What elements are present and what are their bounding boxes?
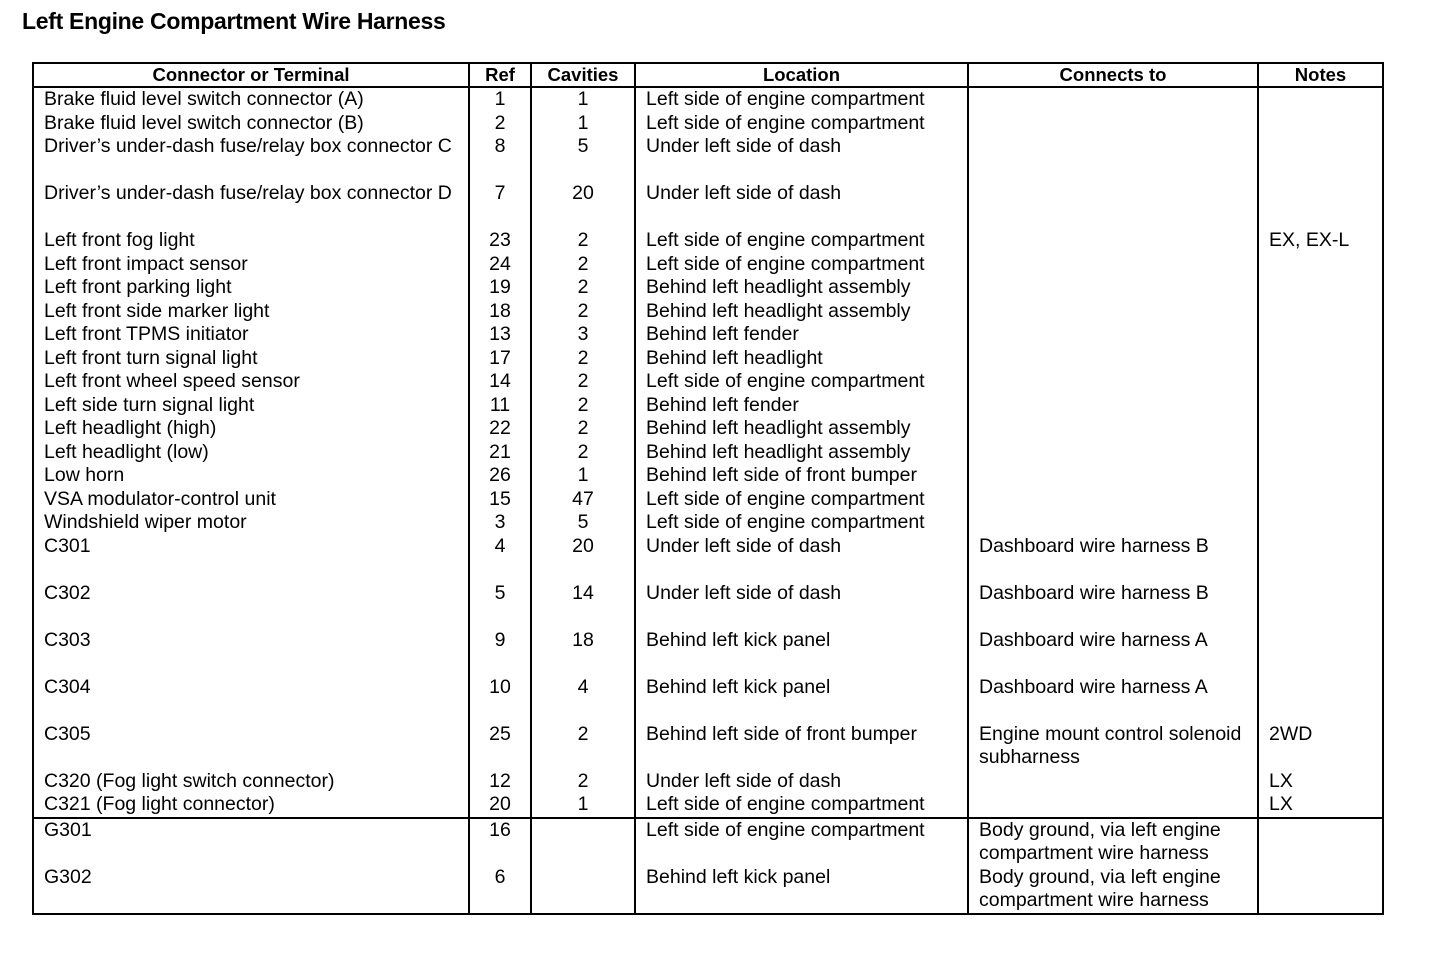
table-row xyxy=(33,793,1383,818)
cell-cavities: 4 xyxy=(531,676,635,723)
table-row xyxy=(33,394,1383,418)
cell-location: Left side of engine compartment xyxy=(635,87,968,112)
header-notes: Notes xyxy=(1258,63,1383,87)
cell-connector: Left headlight (low) xyxy=(33,441,469,465)
cell-location: Left side of engine compartment xyxy=(635,229,968,253)
cell-ref: 6 xyxy=(469,866,531,914)
cell-location: Left side of engine compartment xyxy=(635,793,968,818)
cell-notes xyxy=(1258,441,1383,465)
cell-location: Behind left side of front bumper xyxy=(635,464,968,488)
table-header xyxy=(33,63,1383,87)
cell-ref: 9 xyxy=(469,629,531,676)
cell-cavities: 2 xyxy=(531,300,635,324)
cell-location: Behind left side of front bumper xyxy=(635,723,968,770)
cell-connects-to: Dashboard wire harness B xyxy=(968,535,1258,582)
cell-location: Left side of engine compartment xyxy=(635,818,968,866)
cell-cavities: 2 xyxy=(531,276,635,300)
cell-connector: C305 xyxy=(33,723,469,770)
cell-connector: C320 (Fog light switch connector) xyxy=(33,770,469,794)
header-location: Location xyxy=(635,63,968,87)
cell-ref: 11 xyxy=(469,394,531,418)
cell-ref: 8 xyxy=(469,135,531,182)
table-row xyxy=(33,511,1383,535)
cell-cavities: 18 xyxy=(531,629,635,676)
cell-location: Left side of engine compartment xyxy=(635,112,968,136)
header-ref: Ref xyxy=(469,63,531,87)
cell-ref: 1 xyxy=(469,87,531,112)
table-row xyxy=(33,276,1383,300)
cell-cavities xyxy=(531,818,635,866)
cell-notes: EX, EX-L xyxy=(1258,229,1383,253)
cell-connector: Brake fluid level switch connector (B) xyxy=(33,112,469,136)
cell-ref: 26 xyxy=(469,464,531,488)
cell-location: Under left side of dash xyxy=(635,182,968,229)
table-row xyxy=(33,535,1383,582)
cell-notes: 2WD xyxy=(1258,723,1383,770)
cell-connector: C303 xyxy=(33,629,469,676)
cell-cavities: 20 xyxy=(531,535,635,582)
table-row xyxy=(33,676,1383,723)
cell-cavities xyxy=(531,866,635,914)
cell-connects-to xyxy=(968,488,1258,512)
cell-notes xyxy=(1258,300,1383,324)
cell-notes xyxy=(1258,417,1383,441)
table-row xyxy=(33,818,1383,866)
cell-connects-to xyxy=(968,770,1258,794)
cell-ref: 17 xyxy=(469,347,531,371)
table-row xyxy=(33,370,1383,394)
table-row xyxy=(33,866,1383,914)
cell-location: Behind left kick panel xyxy=(635,676,968,723)
cell-notes xyxy=(1258,676,1383,723)
cell-notes xyxy=(1258,488,1383,512)
cell-notes xyxy=(1258,135,1383,182)
cell-cavities: 1 xyxy=(531,793,635,818)
cell-connector: G301 xyxy=(33,818,469,866)
cell-connector: Brake fluid level switch connector (A) xyxy=(33,87,469,112)
cell-notes xyxy=(1258,112,1383,136)
cell-cavities: 1 xyxy=(531,464,635,488)
cell-cavities: 3 xyxy=(531,323,635,347)
table-row xyxy=(33,723,1383,770)
cell-ref: 3 xyxy=(469,511,531,535)
cell-location: Under left side of dash xyxy=(635,582,968,629)
cell-cavities: 1 xyxy=(531,112,635,136)
page-title: Left Engine Compartment Wire Harness xyxy=(22,8,446,34)
table-row xyxy=(33,112,1383,136)
cell-cavities: 5 xyxy=(531,135,635,182)
cell-connects-to xyxy=(968,394,1258,418)
cell-ref: 19 xyxy=(469,276,531,300)
cell-connector: Left front TPMS initiator xyxy=(33,323,469,347)
cell-ref: 2 xyxy=(469,112,531,136)
table-row xyxy=(33,253,1383,277)
header-connects-to: Connects to xyxy=(968,63,1258,87)
cell-notes xyxy=(1258,182,1383,229)
cell-notes xyxy=(1258,582,1383,629)
cell-ref: 4 xyxy=(469,535,531,582)
cell-connects-to xyxy=(968,253,1258,277)
cell-location: Behind left headlight assembly xyxy=(635,300,968,324)
cell-connector: G302 xyxy=(33,866,469,914)
table-row xyxy=(33,347,1383,371)
cell-connector: Left front side marker light xyxy=(33,300,469,324)
cell-connector: Left front wheel speed sensor xyxy=(33,370,469,394)
cell-location: Behind left fender xyxy=(635,323,968,347)
cell-connector: Left front impact sensor xyxy=(33,253,469,277)
cell-cavities: 2 xyxy=(531,723,635,770)
cell-connector: Left front turn signal light xyxy=(33,347,469,371)
cell-ref: 5 xyxy=(469,582,531,629)
cell-connects-to xyxy=(968,417,1258,441)
cell-location: Left side of engine compartment xyxy=(635,488,968,512)
cell-notes xyxy=(1258,394,1383,418)
cell-connects-to xyxy=(968,441,1258,465)
cell-cavities: 1 xyxy=(531,87,635,112)
cell-connector: C304 xyxy=(33,676,469,723)
cell-cavities: 2 xyxy=(531,417,635,441)
cell-connects-to xyxy=(968,511,1258,535)
cell-connects-to xyxy=(968,793,1258,818)
cell-connects-to xyxy=(968,323,1258,347)
cell-ref: 7 xyxy=(469,182,531,229)
cell-connects-to xyxy=(968,135,1258,182)
cell-connects-to xyxy=(968,276,1258,300)
cell-connector: Left front parking light xyxy=(33,276,469,300)
cell-ref: 24 xyxy=(469,253,531,277)
cell-connects-to xyxy=(968,112,1258,136)
cell-notes xyxy=(1258,370,1383,394)
cell-location: Behind left headlight assembly xyxy=(635,276,968,300)
cell-notes xyxy=(1258,464,1383,488)
cell-cavities: 2 xyxy=(531,770,635,794)
cell-cavities: 47 xyxy=(531,488,635,512)
cell-location: Left side of engine compartment xyxy=(635,370,968,394)
cell-connects-to xyxy=(968,370,1258,394)
table-row xyxy=(33,770,1383,794)
table-row xyxy=(33,300,1383,324)
cell-ref: 15 xyxy=(469,488,531,512)
table-row xyxy=(33,464,1383,488)
table-row xyxy=(33,582,1383,629)
cell-ref: 25 xyxy=(469,723,531,770)
cell-notes xyxy=(1258,347,1383,371)
cell-cavities: 2 xyxy=(531,394,635,418)
cell-connects-to: Body ground, via left engine compartment wire harness xyxy=(968,818,1258,866)
cell-connector: Left headlight (high) xyxy=(33,417,469,441)
cell-ref: 10 xyxy=(469,676,531,723)
header-cavities: Cavities xyxy=(531,63,635,87)
cell-location: Behind left kick panel xyxy=(635,866,968,914)
cell-location: Under left side of dash xyxy=(635,135,968,182)
cell-connects-to xyxy=(968,87,1258,112)
cell-notes: LX xyxy=(1258,770,1383,794)
cell-cavities: 2 xyxy=(531,229,635,253)
cell-connector: C302 xyxy=(33,582,469,629)
cell-connects-to: Dashboard wire harness A xyxy=(968,629,1258,676)
table-row xyxy=(33,182,1383,229)
cell-connector: C301 xyxy=(33,535,469,582)
table-row xyxy=(33,135,1383,182)
cell-connects-to xyxy=(968,347,1258,371)
cell-connector: Driver’s under-dash fuse/relay box connector C xyxy=(33,135,469,182)
cell-location: Under left side of dash xyxy=(635,535,968,582)
cell-location: Behind left headlight xyxy=(635,347,968,371)
cell-notes xyxy=(1258,253,1383,277)
cell-ref: 21 xyxy=(469,441,531,465)
table-body xyxy=(33,87,1383,914)
cell-connects-to: Body ground, via left engine compartment wire harness xyxy=(968,866,1258,914)
header-connector: Connector or Terminal xyxy=(33,63,469,87)
table-row xyxy=(33,229,1383,253)
cell-cavities: 2 xyxy=(531,253,635,277)
cell-cavities: 20 xyxy=(531,182,635,229)
cell-location: Behind left headlight assembly xyxy=(635,417,968,441)
cell-notes xyxy=(1258,818,1383,866)
cell-notes: LX xyxy=(1258,793,1383,818)
cell-connector: VSA modulator-control unit xyxy=(33,488,469,512)
cell-location: Behind left kick panel xyxy=(635,629,968,676)
cell-connector: Driver’s under-dash fuse/relay box connector D xyxy=(33,182,469,229)
cell-notes xyxy=(1258,629,1383,676)
cell-connector: Left side turn signal light xyxy=(33,394,469,418)
cell-ref: 14 xyxy=(469,370,531,394)
cell-connects-to xyxy=(968,464,1258,488)
cell-cavities: 14 xyxy=(531,582,635,629)
cell-connector: Windshield wiper motor xyxy=(33,511,469,535)
cell-ref: 18 xyxy=(469,300,531,324)
cell-notes xyxy=(1258,511,1383,535)
cell-ref: 13 xyxy=(469,323,531,347)
cell-connects-to xyxy=(968,229,1258,253)
cell-connector: Low horn xyxy=(33,464,469,488)
cell-connector: C321 (Fog light connector) xyxy=(33,793,469,818)
cell-cavities: 2 xyxy=(531,370,635,394)
cell-ref: 16 xyxy=(469,818,531,866)
cell-connects-to xyxy=(968,182,1258,229)
cell-ref: 12 xyxy=(469,770,531,794)
table-row xyxy=(33,87,1383,112)
table-row xyxy=(33,488,1383,512)
cell-connects-to: Dashboard wire harness B xyxy=(968,582,1258,629)
cell-notes xyxy=(1258,535,1383,582)
cell-notes xyxy=(1258,866,1383,914)
cell-ref: 20 xyxy=(469,793,531,818)
cell-location: Left side of engine compartment xyxy=(635,253,968,277)
cell-connects-to: Engine mount control solenoid subharness xyxy=(968,723,1258,770)
cell-location: Behind left fender xyxy=(635,394,968,418)
cell-connects-to xyxy=(968,300,1258,324)
cell-location: Under left side of dash xyxy=(635,770,968,794)
cell-notes xyxy=(1258,276,1383,300)
cell-ref: 23 xyxy=(469,229,531,253)
table-row xyxy=(33,441,1383,465)
cell-ref: 22 xyxy=(469,417,531,441)
cell-cavities: 2 xyxy=(531,347,635,371)
cell-location: Left side of engine compartment xyxy=(635,511,968,535)
cell-notes xyxy=(1258,87,1383,112)
cell-connector: Left front fog light xyxy=(33,229,469,253)
cell-connects-to: Dashboard wire harness A xyxy=(968,676,1258,723)
table-row xyxy=(33,417,1383,441)
table-row xyxy=(33,323,1383,347)
cell-location: Behind left headlight assembly xyxy=(635,441,968,465)
cell-notes xyxy=(1258,323,1383,347)
table-row xyxy=(33,629,1383,676)
harness-table xyxy=(32,62,1384,915)
cell-cavities: 5 xyxy=(531,511,635,535)
cell-cavities: 2 xyxy=(531,441,635,465)
